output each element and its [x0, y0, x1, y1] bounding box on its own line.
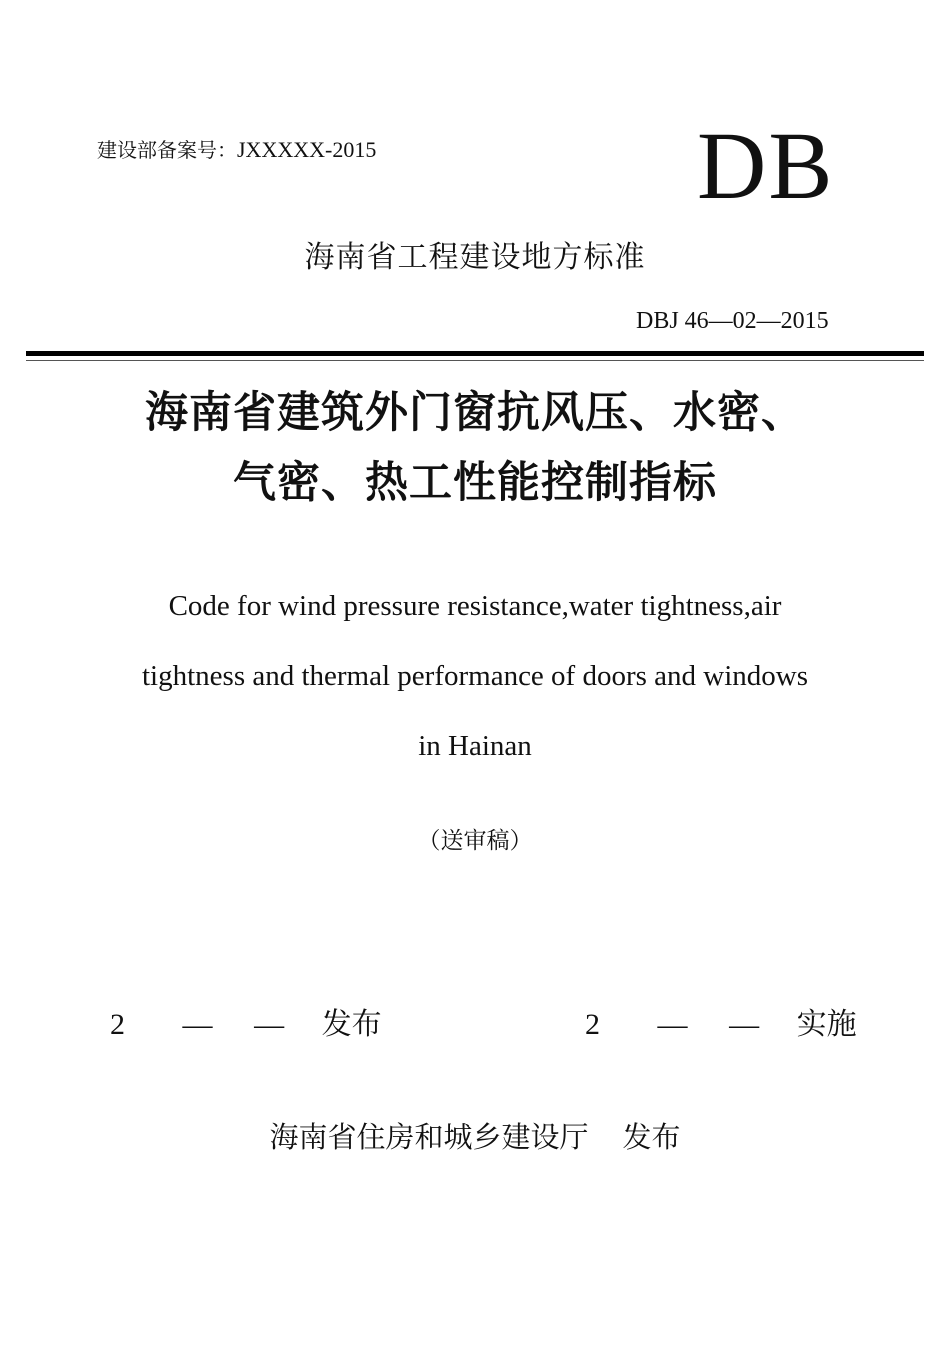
- issue-verb: 发布: [321, 1007, 382, 1042]
- standard-number: DBJ 46—02—2015: [636, 308, 829, 334]
- filing-label: 建设部备案号：: [97, 138, 237, 162]
- effective-date: [585, 1007, 857, 1042]
- draft-note: （送审稿）: [417, 828, 533, 854]
- publish-verb: 发布: [622, 1120, 681, 1154]
- publisher-name: 海南省住房和城乡建设厅: [269, 1120, 589, 1154]
- title-en-line-1: Code for wind pressure resistance,water tightness,air: [168, 590, 782, 622]
- header-rule-thin: [26, 360, 924, 361]
- publisher-line: [0, 1115, 950, 1156]
- header-rule-thick: [26, 351, 924, 356]
- filing-code: JXXXXX-2015: [237, 137, 377, 162]
- issue-dash-2: —: [254, 1008, 285, 1041]
- filing-number: [97, 134, 376, 163]
- title-en-line-3: in Hainan: [418, 730, 532, 762]
- effective-dash-2: —: [729, 1008, 760, 1041]
- effective-verb: 实施: [796, 1007, 857, 1042]
- db-mark: DB: [697, 112, 835, 219]
- title-en-line-2: tightness and thermal performance of doors and windows: [141, 660, 809, 692]
- effective-dash-1: —: [657, 1008, 688, 1041]
- effective-year: 2: [585, 1008, 600, 1041]
- title-cn-line-1: 海南省建筑外门窗抗风压、水密、: [145, 388, 805, 438]
- issue-year: 2: [110, 1008, 125, 1041]
- title-cn-line-2: 气密、热工性能控制指标: [233, 458, 717, 508]
- issue-dash-1: —: [182, 1008, 213, 1041]
- standard-type: 海南省工程建设地方标准: [304, 240, 646, 275]
- issue-date: [110, 1007, 382, 1042]
